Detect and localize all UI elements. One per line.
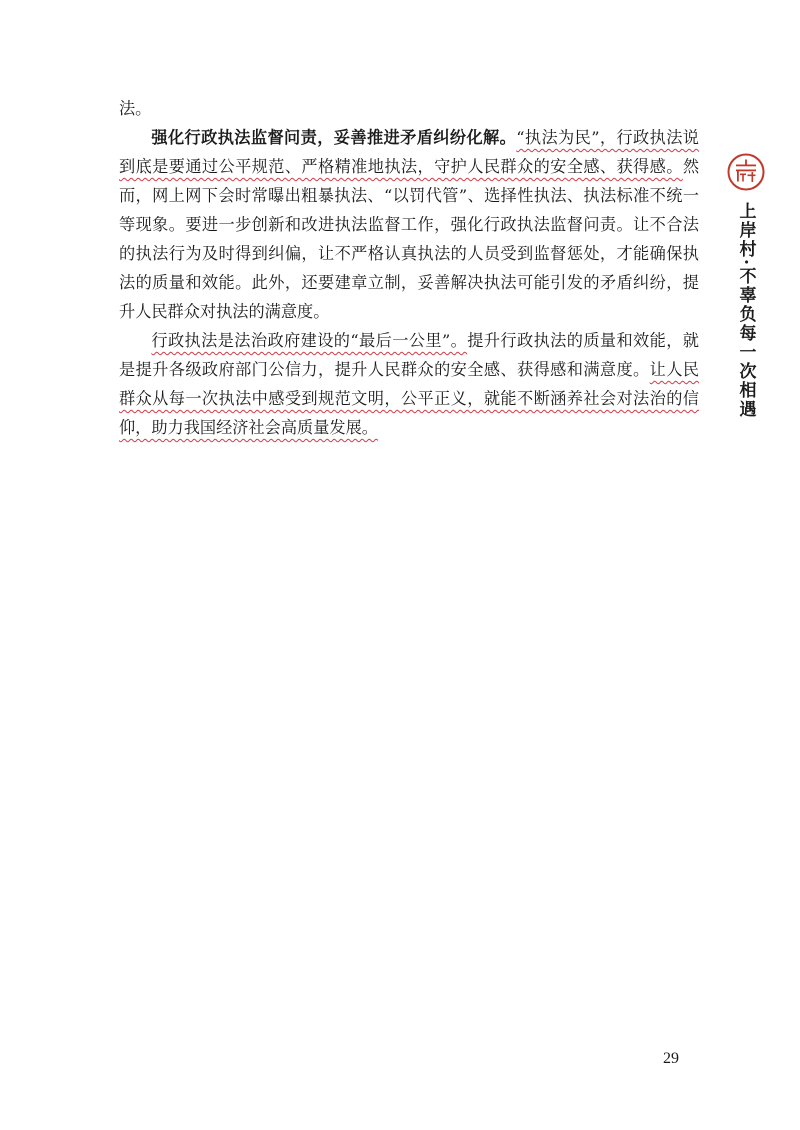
side-header <box>722 152 770 419</box>
underlined-sentence: “执法为民”，行政执法说到底是要通过公平规范、严格精准地执法，守护人民群众的安全感、获得感。 <box>119 128 699 176</box>
seal-logo-icon <box>726 152 766 192</box>
paragraph-continuation-text: 法。 <box>119 99 152 118</box>
article-body <box>119 94 699 442</box>
series-title: 上岸村·不辜负每一次相遇 <box>735 202 756 419</box>
paragraph-text: 提升行政执法的质量和效能，就是提升各级政府部门公信力，提升人民群众的安全感、获得感和满意度。 <box>119 331 699 379</box>
paragraph-heading-bold: 强化行政执法监督问责，妥善推进矛盾纠纷化解。 <box>151 128 517 147</box>
page-number: 29 <box>663 1050 679 1067</box>
underlined-sentence: 行政执法是法治政府建设的“最后一公里”。 <box>151 331 468 350</box>
paragraph-text: 然而，网上网下会时常曝出粗暴执法、“以罚代管”、选择性执法、执法标准不统一等现象。要进一步创新和改进执法监督工作，强化行政执法监督问责。让不合法的执法行为及时得到纠偏，让不严格认真执法的人员受到监督惩处，才能确保执法的质量和效能。此外，还要建章立制，妥善解决执法可能引发的矛盾纠纷，提升人民群众对执法的满意度。 <box>119 157 699 321</box>
underlined-sentence: 让人民群众从每一次执法中感受到规范文明，公平正义，就能不断涵养社会对法治的信仰，助力我国经济社会高质量发展。 <box>119 360 700 437</box>
paragraph-last-mile <box>119 326 699 442</box>
paragraph-enforcement-supervision <box>119 123 699 326</box>
paragraph-continuation <box>119 94 699 123</box>
